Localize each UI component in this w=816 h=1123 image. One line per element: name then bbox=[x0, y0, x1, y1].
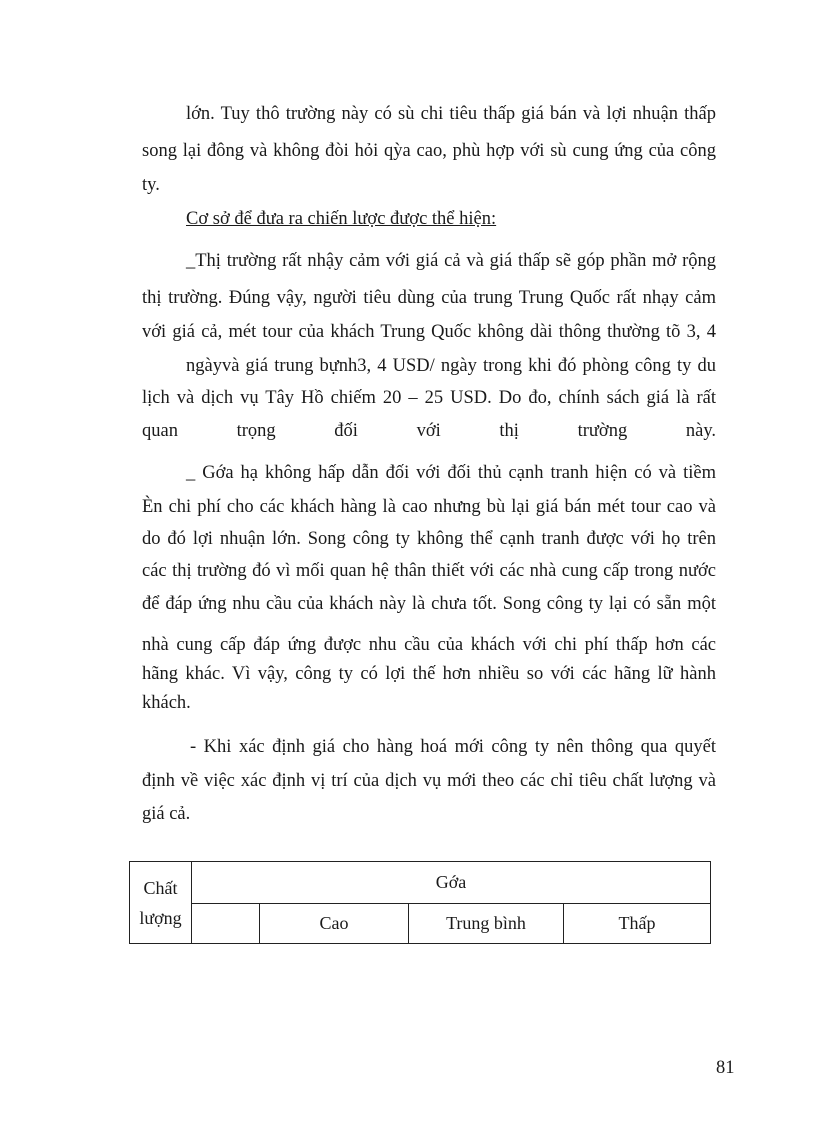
paragraph-2-line-2: thị trường. Đúng vậy, người tiêu dùng của trung Trung Quốc rất nhạy cảm bbox=[142, 288, 716, 308]
price-column-header: Gớa bbox=[192, 862, 711, 904]
column-medium: Trung bình bbox=[409, 904, 564, 944]
paragraph-4-line-1: - Khi xác định giá cho hàng hoá mới công ty nên thông qua quyết bbox=[190, 737, 716, 757]
paragraph-3-line-3: do đó lợi nhuận lớn. Song công ty không thể cạnh tranh được với họ trên bbox=[142, 529, 716, 549]
paragraph-2-line-3: với giá cả, mét tour của khách Trung Quốc không dài thông thường tõ 3, 4 bbox=[142, 322, 716, 342]
page-number: 81 bbox=[716, 1058, 735, 1078]
paragraph-2-line-1: _Thị trường rất nhậy cảm với giá cả và giá thấp sẽ góp phần mở rộng bbox=[186, 251, 716, 271]
paragraph-3-line-8: khách. bbox=[142, 693, 191, 713]
column-low: Thấp bbox=[564, 904, 711, 944]
paragraph-2-line-5: lịch và dịch vụ Tây Hồ chiếm 20 – 25 USD. Do đo, chính sách giá là rất bbox=[142, 388, 716, 408]
quality-header-line-2: lượng bbox=[139, 907, 182, 928]
quality-row-header bbox=[130, 862, 192, 944]
quality-price-table bbox=[129, 861, 711, 944]
paragraph-1-line-2: song lại đông và không đòi hỏi qỳa cao, phù hợp với sù cung ứng của công bbox=[142, 141, 716, 161]
paragraph-3-line-2: Èn chi phí cho các khách hàng là cao nhưng bù lại giá bán mét tour cao và bbox=[142, 497, 716, 517]
column-high: Cao bbox=[260, 904, 409, 944]
paragraph-4-line-2: định về việc xác định vị trí của dịch vụ mới theo các chỉ tiêu chất lượng và bbox=[142, 771, 716, 791]
quality-header-line-1: Chất bbox=[143, 877, 178, 898]
paragraph-2-line-4: ngàyvà giá trung bựnh3, 4 USD/ ngày trong khi đó phòng công ty du bbox=[186, 356, 716, 376]
paragraph-2-line-6: quan trọng đối với thị trường này. bbox=[142, 421, 716, 441]
paragraph-3-line-5: để đáp ứng nhu cầu của khách này là chưa tốt. Song công ty lại có sẵn một bbox=[142, 594, 716, 614]
section-heading: Cơ sở để đưa ra chiến lược được thể hiện: bbox=[186, 209, 497, 229]
paragraph-1-line-3: ty. bbox=[142, 175, 160, 195]
paragraph-3-line-7: hãng khác. Vì vậy, công ty có lợi thế hơn nhiều so với các hãng lữ hành bbox=[142, 664, 716, 684]
paragraph-3-line-4: các thị trường đó vì mối quan hệ thân thiết với các nhà cung cấp trong nước bbox=[142, 561, 716, 581]
paragraph-3-line-1: _ Gớa hạ không hấp dẫn đối với đối thủ cạnh tranh hiện có và tiềm bbox=[186, 463, 716, 483]
paragraph-1-line-1: lớn. Tuy thô trường này có sù chi tiêu thấp giá bán và lợi nhuận thấp bbox=[186, 104, 716, 124]
empty-cell bbox=[192, 904, 260, 944]
paragraph-4-line-3: giá cả. bbox=[142, 804, 191, 824]
paragraph-3-line-6: nhà cung cấp đáp ứng được nhu cầu của khách với chi phí thấp hơn các bbox=[142, 635, 716, 655]
